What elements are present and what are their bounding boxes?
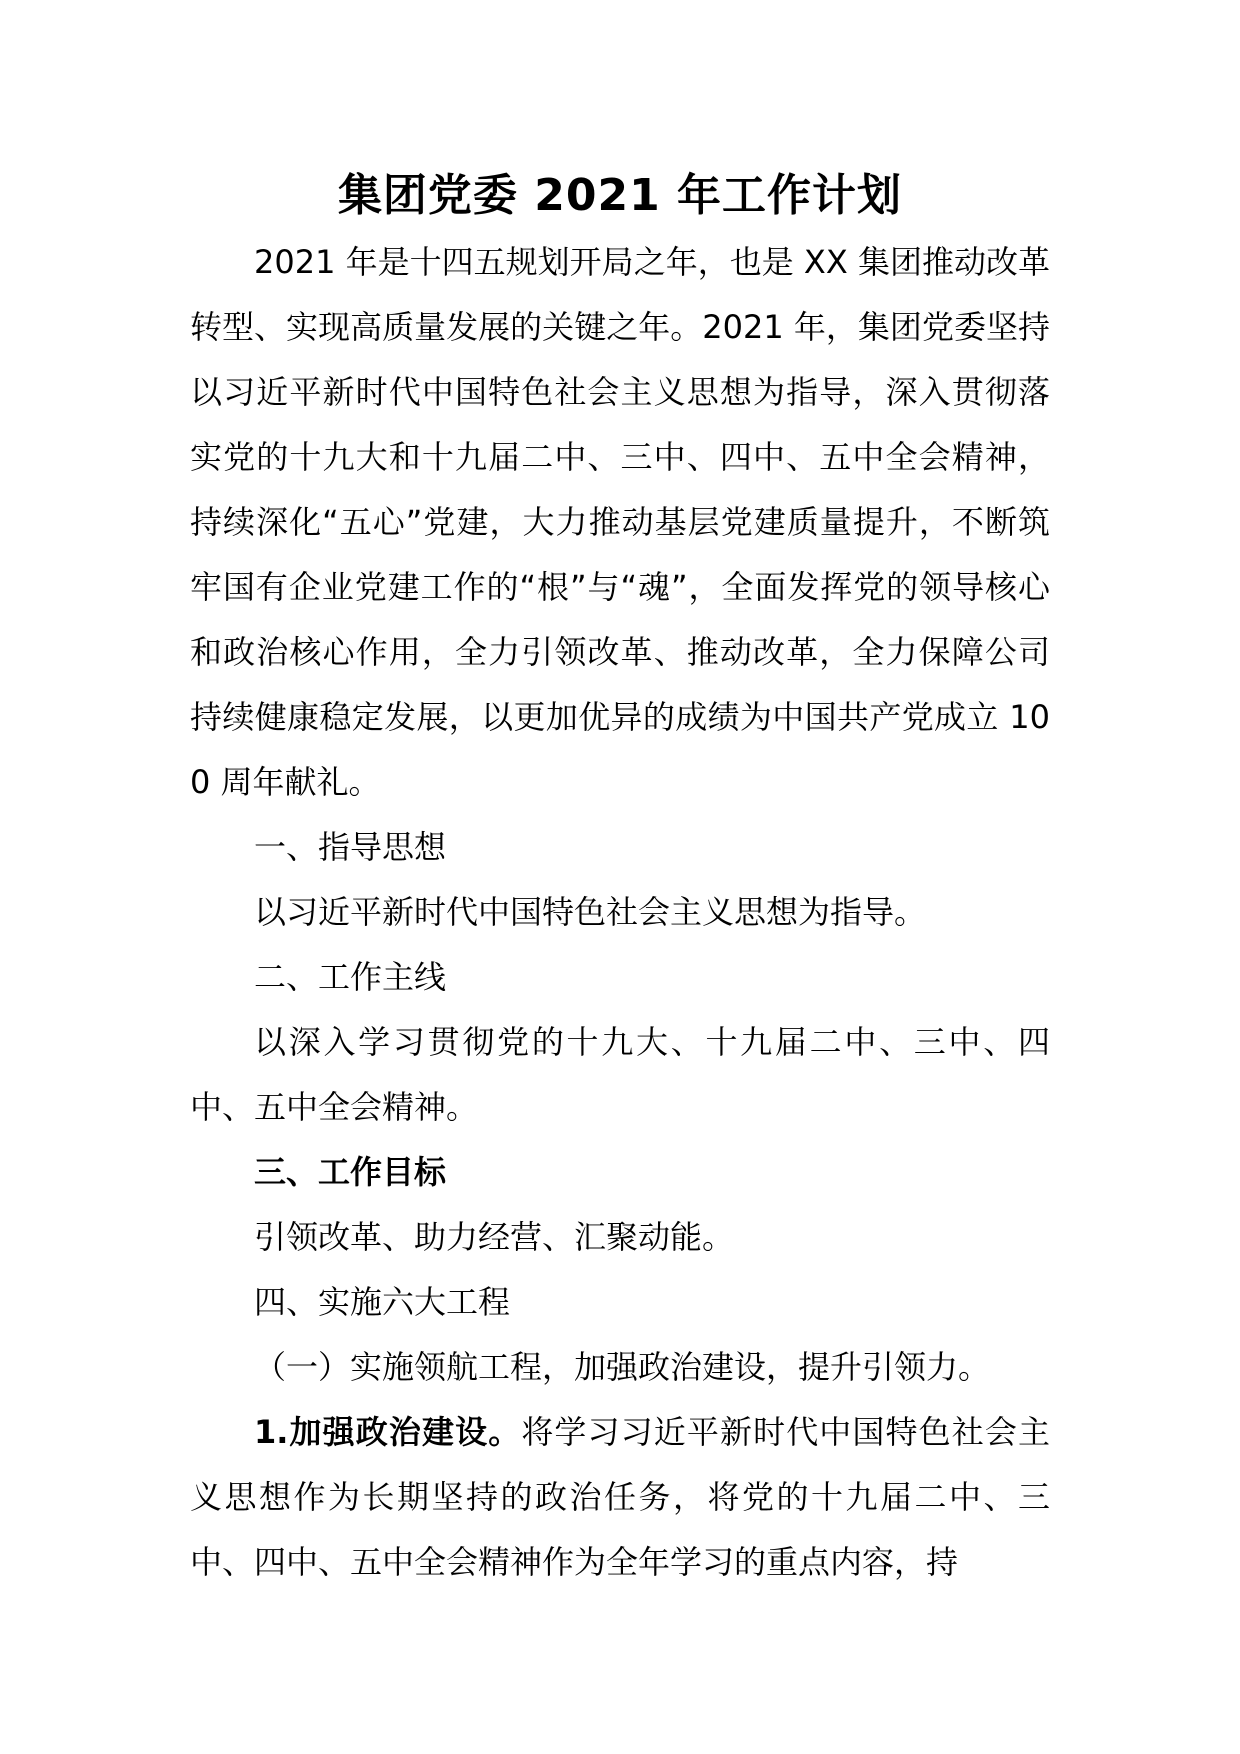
intro-paragraph: 2021 年是十四五规划开局之年，也是 XX 集团推动改革转型、实现高质量发展的关键之年。2021 年，集团党委坚持以习近平新时代中国特色社会主义思想为指导，深入贯彻落实党的十九大和十九届二中、三中、四中、五中全会精神，持续深化“五心”党建，大力推动基层党建质量提升，不断筑牢国有企业党建工作的“根”与“魂”，全面发挥党的领导核心和政治核心作用，全力引领改革、推动改革，全力保障公司持续健康稳定发展，以更加优异的成绩为中国共产党成立 100 周年献礼。 — [190, 243, 1050, 801]
section-heading-main-line: 二、工作主线 — [254, 958, 447, 996]
document-title: 集团党委 2021 年工作计划 — [337, 170, 903, 221]
document-body — [190, 230, 1050, 1595]
section-heading-goals: 三、工作目标 — [254, 1153, 447, 1191]
item-lead: 1.加强政治建设。 — [254, 1413, 522, 1451]
section-text-goals: 引领改革、助力经营、汇聚动能。 — [254, 1218, 735, 1256]
item-text: 将学习习近平新时代中国特色社会主义思想作为长期坚持的政治任务，将党的十九届二中、三中、四中、五中全会精神作为全年学习的重点内容，持 — [190, 1413, 1050, 1581]
subsection-heading-navigation-project: （一）实施领航工程，加强政治建设，提升引领力。 — [254, 1348, 991, 1386]
section-text-main-line: 以深入学习贯彻党的十九大、十九届二中、三中、四中、五中全会精神。 — [190, 1023, 1050, 1126]
item-political-construction — [190, 1400, 1050, 1595]
section-heading-guiding-ideology: 一、指导思想 — [254, 828, 447, 866]
section-heading-six-projects: 四、实施六大工程 — [254, 1283, 511, 1321]
section-text-guiding-ideology: 以习近平新时代中国特色社会主义思想为指导。 — [254, 893, 927, 931]
